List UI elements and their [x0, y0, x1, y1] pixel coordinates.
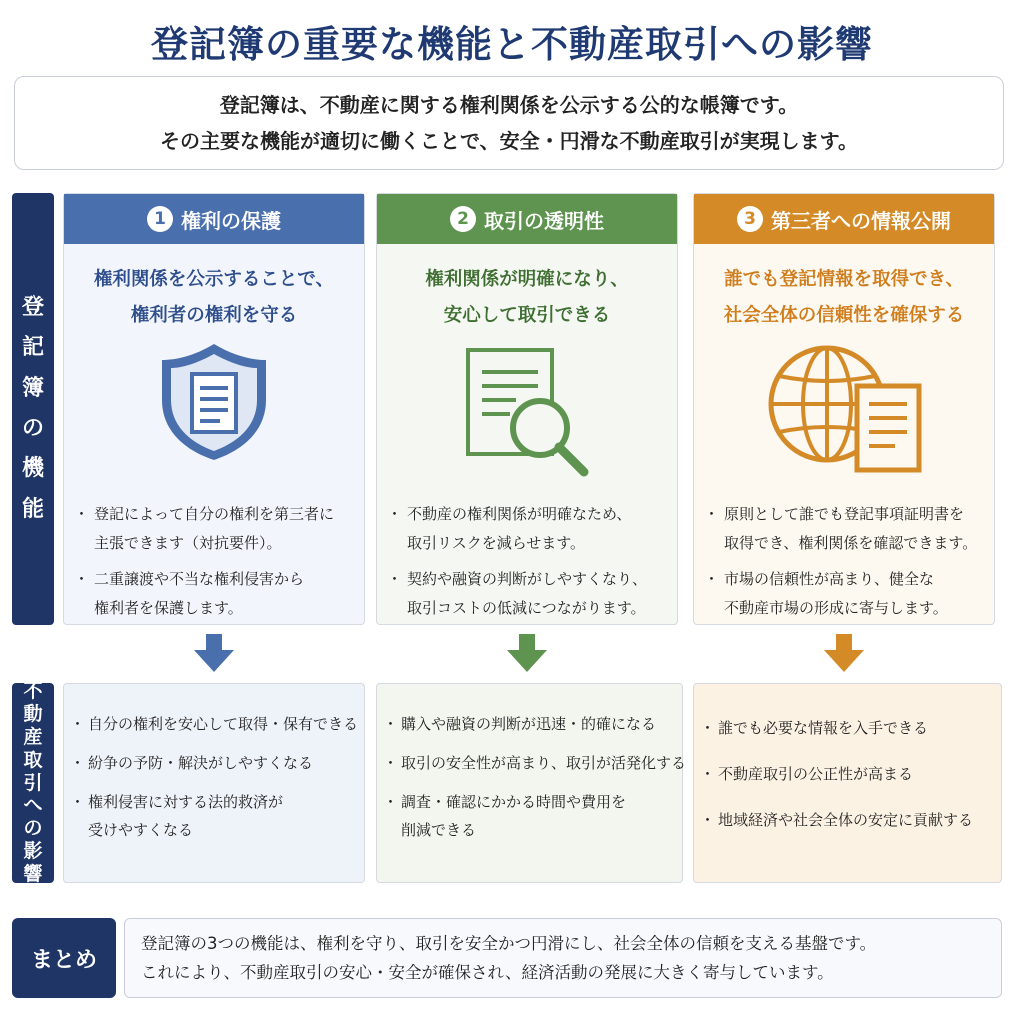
list-item	[64, 749, 364, 777]
card-bullets	[706, 500, 988, 630]
list-item	[76, 500, 358, 558]
sidebar-char: 影	[23, 840, 43, 862]
sidebar-char: 響	[23, 862, 43, 885]
bullet-line: ・ 契約や融資の判断がしやすくなり、	[407, 570, 648, 588]
card-subtitle	[64, 262, 364, 334]
bullet-line: ・ 誰でも必要な情報を入手できる	[718, 719, 929, 737]
bullet-line: 削減できる	[401, 821, 477, 839]
subtitle-line: 安心して取引できる	[443, 305, 611, 326]
intro-box	[14, 76, 1004, 170]
down-arrow-icon	[824, 634, 864, 672]
bullet-line: 権利者を保護します。	[94, 599, 243, 617]
card-bullets	[389, 500, 671, 630]
down-arrow-icon	[507, 634, 547, 672]
bullet-line: ・ 不動産取引の公正性が高まる	[718, 765, 914, 783]
list-item	[694, 806, 1001, 834]
function-card-transparency	[376, 193, 678, 625]
sidebar-impact-label	[12, 680, 54, 885]
impact-card-rights-protection	[63, 683, 365, 883]
bullet-line: ・ 購入や融資の判断が迅速・的確になる	[401, 715, 657, 733]
list-item	[377, 788, 682, 844]
sidebar-char: 産	[23, 726, 43, 749]
impact-card-public-disclosure	[693, 683, 1002, 883]
function-card-public-disclosure	[693, 193, 995, 625]
number-badge: 1	[147, 206, 173, 232]
bullet-line: 取引リスクを減らせます。	[407, 534, 586, 552]
bullet-line: 取得でき、権利関係を確認できます。	[724, 534, 978, 552]
list-item	[389, 565, 671, 623]
card-title: 第三者への情報公開	[771, 208, 951, 233]
card-subtitle	[377, 262, 677, 334]
sidebar-char: 取	[23, 748, 43, 771]
summary-label: まとめ	[12, 918, 116, 998]
sidebar-char: 記	[21, 335, 44, 361]
sidebar-char: の	[21, 416, 44, 441]
list-item	[389, 500, 671, 558]
card-header	[694, 194, 994, 244]
sidebar-char: へ	[23, 794, 43, 817]
sidebar-char: 簿	[21, 375, 44, 401]
sidebar-functions-label	[12, 193, 54, 625]
summary-line-2: これにより、不動産取引の安心・安全が確保され、経済活動の発展に大きく寄与しています。	[141, 963, 834, 982]
subtitle-line: 権利関係を公示することで、	[93, 269, 335, 290]
shield-document-icon	[64, 342, 364, 492]
globe-document-icon	[694, 342, 994, 492]
list-item	[706, 500, 988, 558]
number-badge: 2	[450, 206, 476, 232]
number-badge: 3	[737, 206, 763, 232]
sidebar-char: 動	[23, 703, 43, 726]
card-header	[377, 194, 677, 244]
bullet-line: ・ 不動産の権利関係が明確なため、	[407, 505, 632, 523]
subtitle-line: 権利者の権利を守る	[130, 305, 298, 326]
list-item	[706, 565, 988, 623]
sidebar-char: 機	[21, 456, 44, 482]
summary-line-1: 登記簿の3つの機能は、権利を守り、取引を安全かつ円滑にし、社会全体の信頼を支える基盤です。	[141, 934, 877, 953]
card-header	[64, 194, 364, 244]
sidebar-char: 能	[21, 496, 44, 522]
impact-card-transparency	[376, 683, 687, 883]
card-title: 権利の保護	[181, 208, 281, 233]
list-item	[64, 788, 364, 844]
card-title: 取引の透明性	[484, 208, 604, 233]
bullet-line: 受けやすくなる	[88, 821, 194, 839]
sidebar-char: の	[23, 817, 43, 840]
subtitle-line: 社会全体の信頼性を確保する	[723, 305, 965, 326]
card-bullets	[76, 500, 358, 630]
bullet-line: ・ 登記によって自分の権利を第三者に	[94, 505, 335, 523]
down-arrow-icon	[194, 634, 234, 672]
sidebar-char: 不	[23, 680, 43, 703]
bullet-line: ・ 紛争の予防・解決がしやすくなる	[88, 754, 314, 772]
list-item	[377, 749, 687, 777]
page-title: 登記簿の重要な機能と不動産取引への影響	[151, 23, 873, 66]
bullet-line: ・ 取引の安全性が高まり、取引が活発化する	[401, 754, 687, 772]
sidebar-char: 引	[23, 771, 43, 794]
bullet-line: ・ 市場の信頼性が高まり、健全な	[724, 570, 935, 588]
summary-box	[124, 918, 1002, 998]
bullet-line: 取引コストの低減につながります。	[407, 599, 646, 617]
bullet-line: ・ 権利侵害に対する法的救済が	[88, 793, 284, 811]
bullet-line: 不動産市場の形成に寄与します。	[724, 599, 948, 617]
subtitle-line: 誰でも登記情報を取得でき、	[724, 269, 964, 290]
list-item	[694, 714, 1001, 742]
function-card-rights-protection	[63, 193, 365, 625]
card-subtitle	[694, 262, 994, 334]
document-magnifier-icon	[377, 342, 677, 492]
list-item	[694, 760, 1001, 788]
list-item	[64, 710, 364, 738]
subtitle-line: 権利関係が明確になり、	[425, 269, 629, 290]
intro-line-2: その主要な機能が適切に働くことで、安全・円滑な不動産取引が実現します。	[160, 129, 858, 153]
bullet-line: ・ 地域経済や社会全体の安定に貢献する	[718, 811, 974, 829]
bullet-line: ・ 原則として誰でも登記事項証明書を	[724, 505, 965, 523]
list-item	[377, 710, 682, 738]
bullet-line: ・ 二重譲渡や不当な権利侵害から	[94, 570, 305, 588]
bullet-line: ・ 調査・確認にかかる時間や費用を	[401, 793, 627, 811]
bullet-line: ・ 自分の権利を安心して取得・保有できる	[88, 715, 359, 733]
sidebar-char: 登	[21, 294, 44, 320]
list-item	[76, 565, 358, 623]
bullet-line: 主張できます（対抗要件）。	[94, 534, 282, 552]
intro-line-1: 登記簿は、不動産に関する権利関係を公示する公的な帳簿です。	[219, 93, 799, 117]
